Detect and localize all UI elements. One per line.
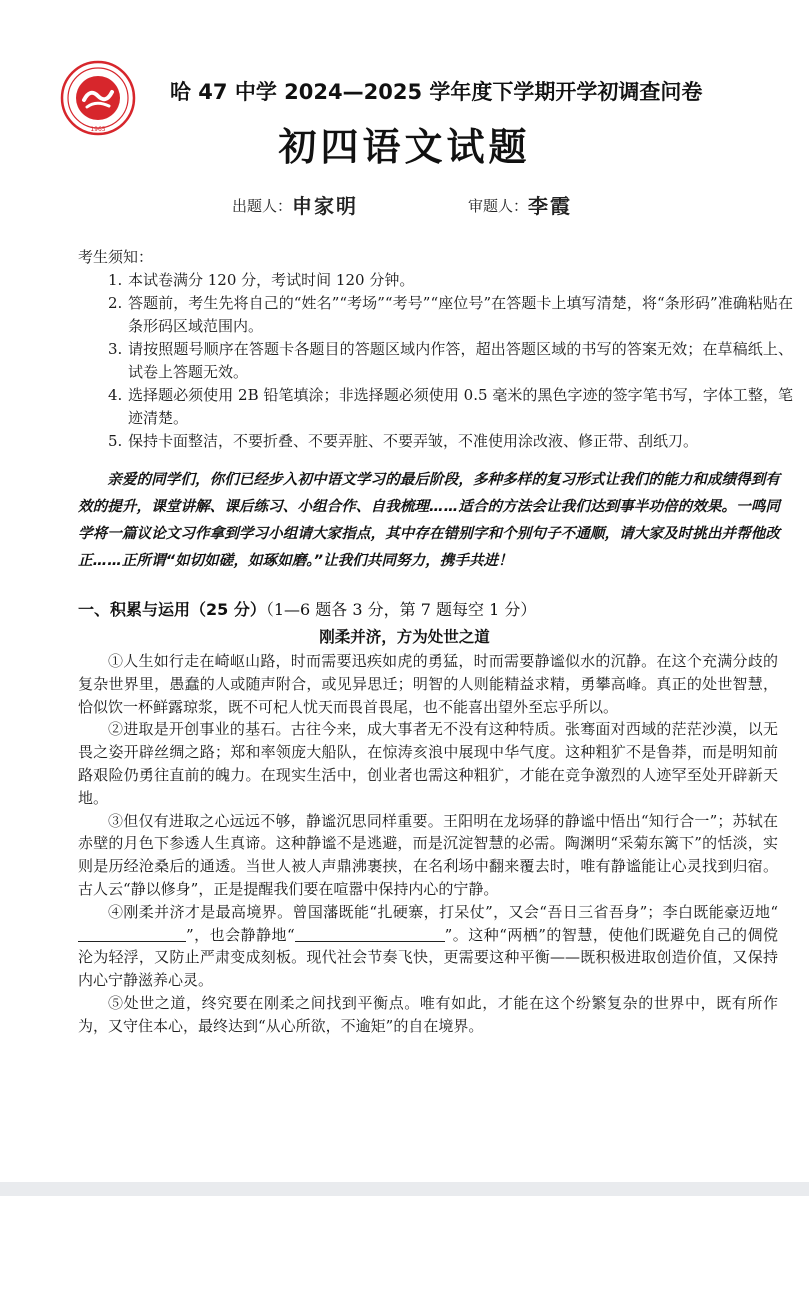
school-exam-title: 哈 47 中学 2024—2025 学年度下学期开学初调查问卷 — [170, 80, 703, 104]
instruction-item — [78, 292, 793, 338]
section-scoring: （1—6 题各 3 分，第 7 题每空 1 分） — [265, 600, 537, 619]
instruction-item — [78, 338, 793, 384]
intro-paragraph: 亲爱的同学们，你们已经步入初中语文学习的最后阶段，多种多样的复习形式让我们的能力和成绩得到有效的提升，课堂讲解、课后练习、小组合作、自我梳理……适合的方法会让我们达到事半功倍的效果。一鸣同学将一篇议论文习作拿到学习小组请大家指点，其中存在错别字和个别句子不通顺，请大家及时挑出并帮他改正……正所谓“如切如磋，如琢如磨。”让我们共同努力，携手共进！ — [78, 471, 780, 569]
essay-paragraph-1: ①人生如行走在崎岖山路，时而需要迅疾如虎的勇猛，时而需要静谧似水的沉静。在这个充满分歧的复杂世界里，愚蠢的人或随声附合，或见异思迁；明智的人则能精益求精，勇攀高峰。真正的处世智慧，恰似饮一杯鲜露琼浆，既不可杞人忧天而畏首畏尾，也不能喜出望外至忘乎所以。 — [78, 652, 778, 716]
item-text: 选择题必须使用 2B 铅笔填涂；非选择题必须使用 0.5 毫米的黑色字迹的签字笔书写，字体工整，笔迹清楚。 — [128, 386, 793, 427]
fill-blank-2[interactable] — [295, 927, 445, 942]
essay-paragraph-4 — [78, 901, 778, 992]
paragraph-4-part-2: ”，也会静静地“ — [186, 925, 295, 944]
item-number: 2. — [108, 294, 123, 312]
reviewer-name: 李霞 — [528, 194, 573, 218]
exam-instructions — [78, 246, 793, 453]
svg-text:1965: 1965 — [90, 126, 106, 133]
essay-paragraph-5: ⑤处世之道，终究要在刚柔之间找到平衡点。唯有如此，才能在这个纷繁复杂的世界中，既有所作为，又守住本心，最终达到“从心所欲，不逾矩”的自在境界。 — [78, 993, 778, 1035]
author-name: 申家明 — [292, 194, 359, 218]
fill-blank-1[interactable] — [78, 927, 186, 942]
author — [232, 190, 358, 219]
paragraph-4-part-3: ”。这种“两栖”的智慧，使他们既避免自己的倜傥沦为轻浮，又防止严肃变成刻板。现代社会节奏飞快，更需要这种平衡——既积极进取创造价值，又保持内心宁静滋养心灵。 — [78, 925, 778, 990]
instruction-item — [78, 430, 793, 453]
reviewer-label: 审题人： — [468, 197, 529, 215]
essay-body — [78, 650, 778, 1038]
item-number: 1. — [108, 271, 123, 289]
essay-title: 刚柔并济，方为处世之道 — [319, 628, 490, 646]
item-text: 答题前，考生先将自己的“姓名”“考场”“考号”“座位号”在答题卡上填写清楚，将“条形码”准确粘贴在条形码区域范围内。 — [128, 294, 793, 335]
item-text: 本试卷满分 120 分，考试时间 120 分钟。 — [128, 271, 415, 289]
instructions-heading: 考生须知： — [78, 248, 154, 266]
section-heading — [78, 597, 536, 620]
next-page-area — [0, 1196, 809, 1295]
item-text: 保持卡面整洁，不要折叠、不要弄脏、不要弄皱，不准使用涂改液、修正带、刮纸刀。 — [128, 432, 699, 450]
item-number: 3. — [108, 340, 123, 358]
page-gap-divider — [0, 1182, 809, 1196]
instruction-item — [78, 269, 793, 292]
section-title: 一、积累与运用（25 分） — [78, 600, 266, 619]
exam-main-title: 初四语文试题 — [278, 125, 531, 169]
item-text: 请按照题号顺序在答题卡各题目的答题区域内作答，超出答题区域的书写的答案无效；在草稿纸上、试卷上答题无效。 — [128, 340, 793, 381]
item-number: 4. — [108, 386, 123, 404]
instructions-list — [78, 269, 793, 453]
essay-paragraph-3: ③但仅有进取之心远远不够，静谧沉思同样重要。王阳明在龙场驿的静谧中悟出“知行合一”；苏轼在赤壁的月色下参透人生真谛。这种静谧不是逃避，而是沉淀智慧的必需。陶渊明“采菊东篱下”的恬淡，实则是历经沧桑后的通透。当世人被人声鼎沸裹挟，在名利场中翻来覆去时，唯有静谧能让心灵找到归宿。古人云“静以修身”，正是提醒我们要在喧嚣中保持内心的宁静。 — [78, 811, 778, 898]
instruction-item — [78, 384, 793, 430]
author-label: 出题人： — [232, 197, 293, 215]
paragraph-4-part-1: ④刚柔并济才是最高境界。曾国藩既能“扎硬寨，打呆仗”，又会“吾日三省吾身”；李白既能豪迈地“ — [108, 902, 778, 921]
reviewer — [468, 190, 572, 219]
item-number: 5. — [108, 432, 123, 450]
essay-paragraph-2: ②进取是开创事业的基石。古往今来，成大事者无不没有这种特质。张骞面对西域的茫茫沙漠，以无畏之姿开辟丝绸之路；郑和率领庞大船队，在惊涛亥浪中展现中华气度。这种粗犷不是鲁莽，而是明知前路艰险仍勇往直前的魄力。在现实生活中，创业者也需这种粗犷，才能在竞争激烈的人迹罕至处开辟新天地。 — [78, 720, 778, 807]
